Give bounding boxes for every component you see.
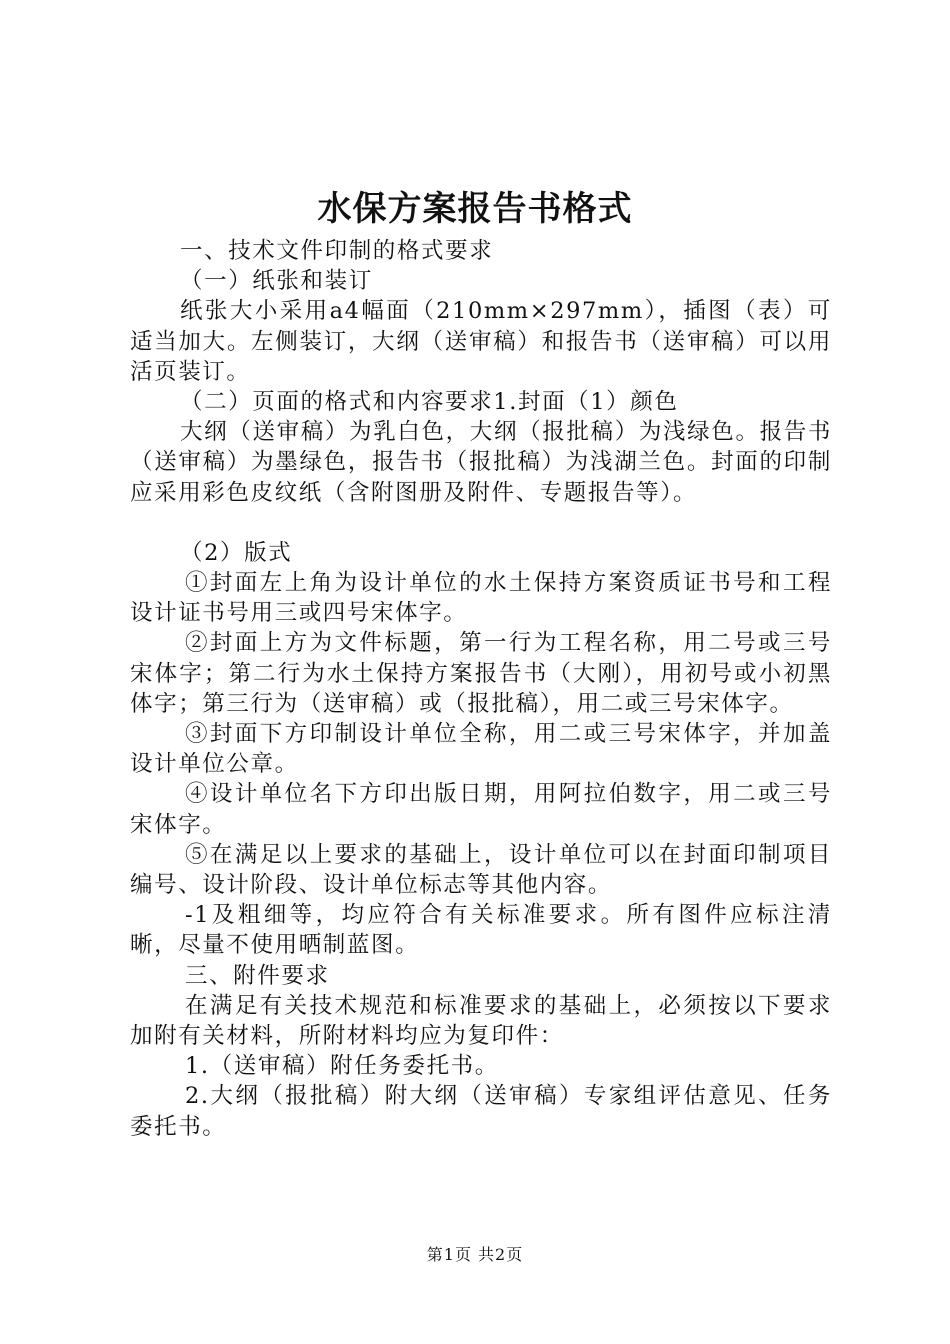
list-item-1: ①封面左上角为设计单位的水土保持方案资质证书号和工程设计证书号用三或四号宋体字。 (130, 570, 832, 627)
subsection-heading-page-format: （二）页面的格式和内容要求1.封面（1）颜色 (180, 389, 679, 416)
document-title: 水保方案报告书格式 (317, 189, 633, 229)
document-body (130, 236, 832, 1142)
list-item-2: ②封面上方为文件标题，第一行为工程名称，用二号或三号宋体字；第二行为水土保持方案报告书（大刚），用初号或小初黑体字；第三行为（送审稿）或（报批稿），用二或三号宋体字。 (130, 630, 832, 717)
paragraph-drawings: -1及粗细等，均应符合有关标准要求。所有图件应标注清晰，尽量不使用晒制蓝图。 (130, 902, 832, 959)
paragraph-gap (130, 508, 832, 538)
section-heading-1: 一、技术文件印制的格式要求 (180, 238, 494, 264)
list-item-4: ④设计单位名下方印出版日期，用阿拉伯数字，用二或三号宋体字。 (130, 781, 832, 838)
subsection-heading-paper: （一）纸张和装订 (180, 268, 373, 295)
subsection-heading-layout: （2）版式 (180, 539, 293, 566)
paragraph-cover-color: 大纲（送审稿）为乳白色，大纲（报批稿）为浅绿色。报告书（送审稿）为墨绿色，报告书（报批稿）为浅湖兰色。封面的印制应采用彩色皮纹纸（含附图册及附件、专题报告等）。 (130, 419, 832, 506)
section-heading-3: 三、附件要求 (185, 962, 330, 989)
attachment-item-2: 2.大纲（报批稿）附大纲（送审稿）专家组评估意见、任务委托书。 (130, 1083, 832, 1140)
list-item-3: ③封面下方印制设计单位全称，用二或三号宋体字，并加盖设计单位公章。 (130, 721, 832, 778)
paragraph-attachments: 在满足有关技术规范和标准要求的基础上，必须按以下要求加附有关材料，所附材料均应为复印件： (130, 992, 832, 1050)
attachment-item-1: 1.（送审稿）附任务委托书。 (185, 1053, 499, 1080)
page-footer: 第1页 共2页 (426, 1245, 524, 1264)
paragraph-paper-size: 纸张大小采用a4幅面（210mm×297mm），插图（表）可适当加大。左侧装订，大纲（送审稿）和报告书（送审稿）可以用活页装订。 (130, 298, 832, 385)
list-item-5: ⑤在满足以上要求的基础上，设计单位可以在封面印制项目编号、设计阶段、设计单位标志等其他内容。 (130, 841, 832, 899)
